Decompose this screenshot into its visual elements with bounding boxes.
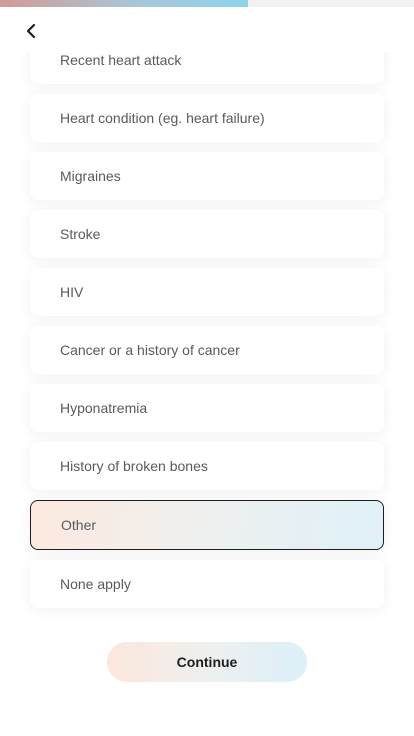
option-label: Stroke: [60, 226, 101, 242]
option-label: Recent heart attack: [60, 52, 182, 68]
option-other[interactable]: [30, 500, 384, 550]
option-stroke[interactable]: [30, 210, 384, 258]
option-label: Cancer or a history of cancer: [60, 342, 240, 358]
continue-label: Continue: [176, 654, 238, 670]
option-heart-condition[interactable]: [30, 94, 384, 142]
option-cancer[interactable]: [30, 326, 384, 374]
option-label: Heart condition (eg. heart failure): [60, 110, 265, 126]
chevron-left-icon: [22, 21, 42, 41]
option-hiv[interactable]: [30, 268, 384, 316]
option-label: Hyponatremia: [60, 400, 148, 416]
header: [0, 7, 414, 52]
option-broken-bones[interactable]: [30, 442, 384, 490]
option-label: Other: [61, 517, 97, 533]
option-none-apply[interactable]: [30, 560, 384, 608]
option-label: None apply: [60, 576, 131, 592]
option-label: Migraines: [60, 168, 121, 184]
option-label: HIV: [60, 284, 84, 300]
option-hyponatremia[interactable]: [30, 384, 384, 432]
back-button[interactable]: [22, 21, 42, 41]
option-label: History of broken bones: [60, 458, 208, 474]
option-migraines[interactable]: [30, 152, 384, 200]
